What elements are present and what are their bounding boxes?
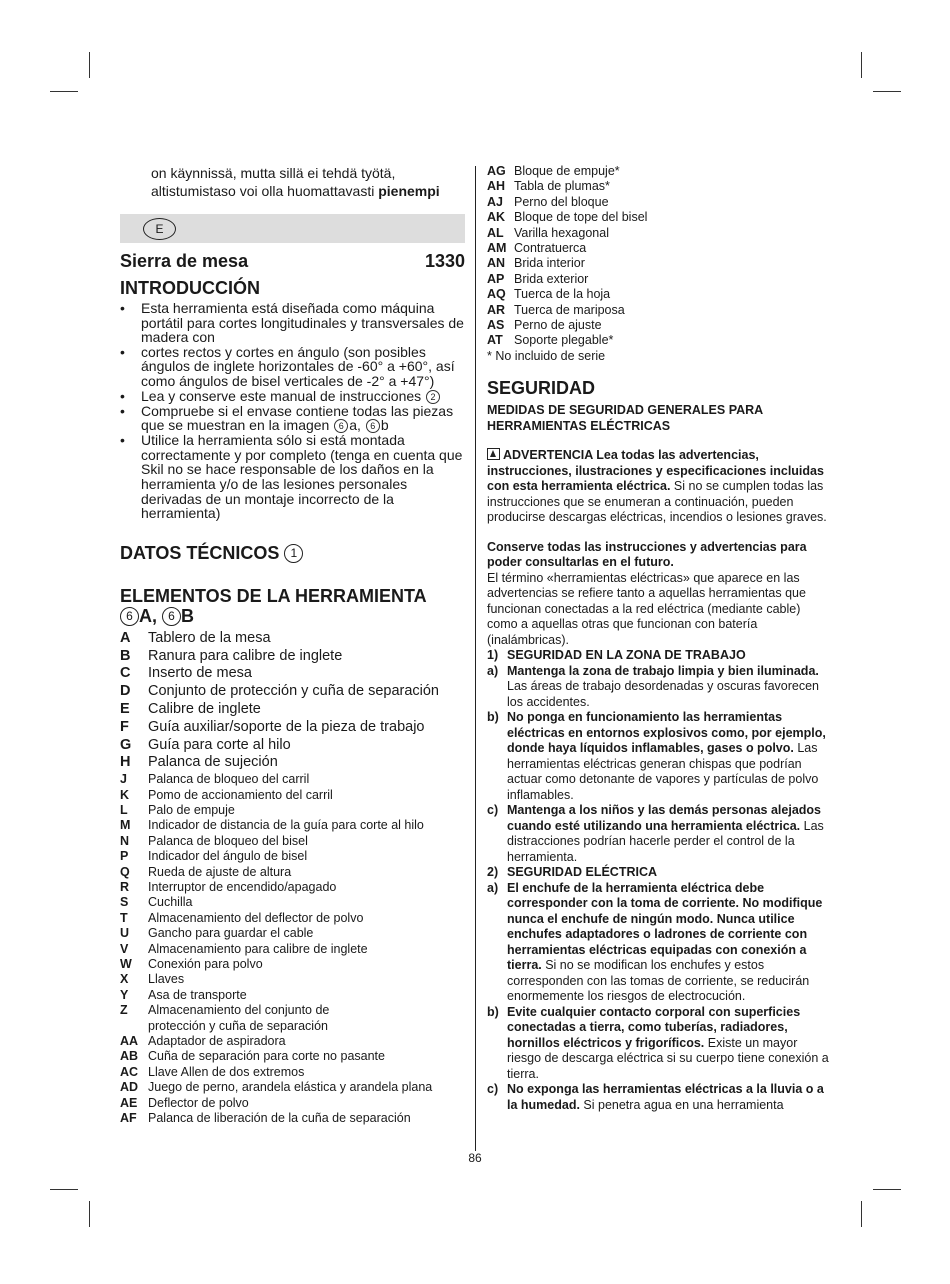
part-item: [120, 834, 465, 849]
part-item: [487, 256, 832, 271]
item-body: [507, 710, 832, 803]
warning-text: Si no se cumplen todas las instrucciones que se enumeran a continuación, pueden producirse descargas eléctricas, incendios o lesiones graves.: [487, 479, 827, 525]
part-key: AT: [487, 333, 503, 348]
item-body: [507, 664, 832, 711]
elementos-title: ELEMENTOS DE LA HERRAMIENTA: [120, 585, 427, 606]
part-item: [120, 648, 465, 666]
column-divider: [475, 166, 476, 1151]
part-item: [487, 226, 832, 241]
finnish-bold: pienempi: [378, 183, 440, 199]
part-key: P: [120, 849, 129, 864]
part-key: L: [120, 802, 128, 817]
crop-mark: [873, 91, 901, 92]
term-paragraph: El término «herramientas eléctricas» que aparece en las advertencias se refiere tanto a aquellas herramientas que funcionan conectadas a la red eléctrica (mediante cable) como a aquellas otras que funcionan con batería (inalámbricas).: [487, 570, 806, 647]
part-key: M: [120, 818, 131, 833]
part-label: Palanca de liberación de la cuña de separación: [148, 1111, 411, 1126]
item-bold: No ponga en funcionamiento las herramientas eléctricas en entornos explosivos como, por ejemplo, donde haya líquidos inflamables, gases o polvo.: [507, 710, 826, 756]
part-item: [120, 719, 465, 737]
parts-list-large: [120, 630, 465, 772]
part-key: AS: [487, 318, 505, 333]
crop-mark: [861, 1201, 862, 1227]
part-label: Perno del bloque: [514, 194, 609, 209]
figure-ref-icon: 6: [366, 419, 380, 433]
spacer: [487, 434, 832, 448]
section-number: 2): [487, 865, 499, 880]
part-key: Q: [120, 864, 130, 879]
part-key: A: [120, 629, 131, 646]
warning-icon: [487, 448, 500, 460]
safety-item: [487, 664, 832, 711]
item-marker: b): [487, 710, 499, 725]
part-item: [120, 737, 465, 755]
part-item: [120, 1003, 465, 1018]
part-key: AM: [487, 241, 507, 256]
part-label: Interruptor de encendido/apagado: [148, 879, 337, 894]
part-item: [120, 772, 465, 787]
bullet-text: Lea y conserve este manual de instrucciones: [141, 387, 422, 404]
figure-ref-letter: A,: [139, 605, 157, 626]
part-label: Guía auxiliar/soporte de la pieza de trabajo: [148, 718, 425, 735]
part-label: Palanca de bloqueo del bisel: [148, 833, 308, 848]
parts-note: * No incluido de serie: [487, 348, 606, 363]
item-text: Si penetra agua en una herramienta: [579, 1097, 784, 1112]
part-key: [120, 1019, 148, 1034]
part-label: Asa de transporte: [148, 987, 247, 1002]
figure-ref-letter: B: [181, 605, 195, 626]
part-label: Tuerca de la hoja: [514, 287, 611, 302]
figure-ref-icon: 2: [426, 390, 440, 404]
product-number: 1330: [424, 251, 465, 271]
part-key: U: [120, 926, 130, 941]
part-item: [487, 333, 832, 348]
part-label: Tuerca de mariposa: [514, 302, 625, 317]
part-item: [120, 957, 465, 972]
bullet-item: • Utilice la herramienta sólo si está montada correctamente y por completo (tenga en cuenta que Skil no se hace responsable de los daños en la herramienta y/o de las lesiones personales derivadas de un montaje incorrecto de la herramienta): [120, 433, 465, 521]
part-key: H: [120, 754, 131, 771]
warning-bold: ADVERTENCIA Lea todas las advertencias, instrucciones, ilustraciones y especificaciones incluidas con esta herramienta eléctrica.: [487, 448, 824, 494]
part-item: [487, 195, 832, 210]
part-label: Inserto de mesa: [148, 665, 252, 682]
part-key: AP: [487, 271, 505, 286]
part-label: Brida interior: [514, 256, 585, 271]
item-bold: El enchufe de la herramienta eléctrica debe corresponder con la toma de corriente. No modifique nunca el enchufe de ningún modo. Nunca utilice enchufes adaptadores o ladrones de corriente con herramientas eléctricas equipadas con conexión a tierra.: [507, 880, 823, 973]
part-label: Ranura para calibre de inglete: [148, 647, 343, 664]
part-key: AR: [487, 302, 506, 317]
part-label: Perno de ajuste: [514, 318, 602, 333]
product-name: Sierra de mesa: [120, 251, 249, 271]
finnish-text: altistumistaso voi olla huomattavasti: [151, 183, 379, 199]
section-title-elementos: [120, 586, 465, 626]
part-label: Soporte plegable*: [514, 333, 614, 348]
part-key: AF: [120, 1111, 137, 1126]
datos-title: DATOS TÉCNICOS: [120, 542, 280, 563]
part-item: [120, 818, 465, 833]
part-label: protección y cuña de separación: [148, 1018, 328, 1033]
part-item: [120, 683, 465, 701]
part-key: E: [120, 700, 130, 717]
part-key: AC: [120, 1064, 139, 1079]
part-label: Indicador del ángulo de bisel: [148, 849, 308, 864]
item-body: [507, 1082, 832, 1113]
part-key: AL: [487, 225, 504, 240]
part-key: AG: [487, 164, 506, 178]
section-heading-text: SEGURIDAD ELÉCTRICA: [507, 865, 658, 880]
part-item: [487, 164, 832, 179]
section-title-datos: [120, 543, 465, 564]
part-item: [120, 701, 465, 719]
part-key: AN: [487, 256, 506, 271]
part-key: Y: [120, 987, 129, 1002]
crop-mark: [50, 91, 78, 92]
part-key: B: [120, 647, 131, 664]
part-item: [120, 895, 465, 910]
part-label: Brida exterior: [514, 271, 589, 286]
item-text: Las distracciones podrían hacerle perder el control de la herramienta.: [507, 818, 824, 864]
part-key: N: [120, 833, 130, 848]
part-label: Conjunto de protección y cuña de separación: [148, 683, 439, 700]
part-key: AH: [487, 179, 506, 194]
part-item: [120, 754, 465, 772]
crop-mark: [873, 1189, 901, 1190]
safety-item: [487, 710, 832, 803]
figure-ref-icon: 6: [162, 607, 181, 626]
part-key: X: [120, 972, 129, 987]
part-item: [120, 911, 465, 926]
part-item: [487, 287, 832, 302]
part-label: Palanca de bloqueo del carril: [148, 772, 310, 787]
part-item: [487, 241, 832, 256]
part-key: T: [120, 910, 128, 925]
item-bold: Mantenga la zona de trabajo limpia y bien iluminada.: [507, 663, 819, 678]
part-label: Llave Allen de dos extremos: [148, 1064, 305, 1079]
page-number: 86: [468, 1151, 482, 1165]
figure-ref-icon: 6: [334, 419, 348, 433]
part-label: Bloque de tope del bisel: [514, 210, 648, 225]
part-item: [487, 210, 832, 225]
intro-bullets: [120, 301, 465, 521]
part-key: AA: [120, 1034, 139, 1048]
part-label: Palo de empuje: [148, 802, 235, 817]
crop-mark: [89, 52, 90, 78]
part-label: Indicador de distancia de la guía para corte al hilo: [148, 818, 424, 833]
part-item: [120, 865, 465, 880]
part-item: [120, 1049, 465, 1064]
bullet-item: • cortes rectos y cortes en ángulo (son posibles ángulos de inglete horizontales de -60° a +60°, así como ángulos de bisel verticales de -2° a +47°): [120, 345, 465, 389]
part-label: Almacenamiento del conjunto de: [148, 1003, 330, 1018]
part-label: Varilla hexagonal: [514, 225, 609, 240]
item-body: [507, 1005, 832, 1083]
part-item: [487, 272, 832, 287]
item-bold: No exponga las herramientas eléctricas a la lluvia o a la humedad.: [507, 1082, 824, 1112]
item-marker: b): [487, 1004, 499, 1019]
parts-list-right: [487, 164, 832, 349]
item-bold: Mantenga a los niños y las demás personas alejados cuando esté utilizando una herramienta eléctrica.: [507, 803, 822, 833]
bullet-text: Compruebe si el envase contiene todas las piezas que se muestran en la imagen: [141, 402, 454, 434]
part-key: C: [120, 665, 131, 682]
crop-mark: [89, 1201, 90, 1227]
part-label: Almacenamiento del deflector de polvo: [148, 910, 364, 925]
conserve-paragraph: [487, 540, 832, 571]
crop-mark: [861, 52, 862, 78]
part-label: Bloque de empuje*: [514, 164, 620, 178]
part-item: [120, 1034, 465, 1049]
subtitle-line: HERRAMIENTAS ELÉCTRICAS: [487, 418, 671, 433]
section-heading-text: SEGURIDAD EN LA ZONA DE TRABAJO: [507, 648, 746, 663]
part-key: J: [120, 772, 127, 787]
safety-item: [487, 1005, 832, 1083]
part-label: Rueda de ajuste de altura: [148, 864, 292, 879]
language-band: [120, 214, 465, 243]
part-item: [120, 665, 465, 683]
part-item: [120, 1111, 465, 1126]
item-marker: a): [487, 880, 499, 895]
item-body: [507, 881, 832, 1005]
section2-items: [487, 881, 832, 1114]
left-column: [120, 164, 465, 1126]
part-item: [120, 1019, 465, 1034]
part-key: K: [120, 787, 130, 802]
part-key: Z: [120, 1003, 128, 1018]
part-item: [120, 972, 465, 987]
part-key: AE: [120, 1095, 138, 1110]
part-key: G: [120, 736, 132, 753]
right-column: [487, 164, 832, 1113]
language-tag: E: [143, 218, 176, 240]
part-key: W: [120, 956, 132, 971]
part-key: AB: [120, 1049, 139, 1064]
part-item: [120, 849, 465, 864]
product-header: [120, 251, 465, 272]
section1-items: [487, 664, 832, 866]
part-item: [120, 803, 465, 818]
safety-item: [487, 1082, 832, 1113]
seguridad-subtitle: [487, 403, 832, 434]
item-marker: c): [487, 1082, 499, 1097]
section-heading: [487, 865, 832, 881]
part-item: [487, 303, 832, 318]
part-label: Calibre de inglete: [148, 700, 261, 717]
part-label: Tabla de plumas*: [514, 179, 610, 194]
figure-ref-icon: 6: [120, 607, 139, 626]
part-label: Cuchilla: [148, 895, 193, 910]
item-text: Las áreas de trabajo desordenadas y oscuras favorecen los accidentes.: [507, 679, 819, 709]
part-label: Pomo de accionamiento del carril: [148, 787, 333, 802]
part-item: [487, 318, 832, 333]
part-item: [120, 1080, 465, 1095]
part-key: D: [120, 683, 131, 700]
part-item: [120, 926, 465, 941]
part-label: Llaves: [148, 972, 185, 987]
section-title-seguridad: SEGURIDAD: [487, 378, 596, 399]
subtitle-line: MEDIDAS DE SEGURIDAD GENERALES PARA: [487, 403, 764, 418]
figure-ref-letter: b: [380, 417, 389, 434]
part-label: Palanca de sujeción: [148, 754, 278, 771]
part-key: AD: [120, 1080, 139, 1095]
item-marker: c): [487, 803, 499, 818]
part-item: [120, 630, 465, 648]
part-key: F: [120, 718, 129, 735]
part-label: Guía para corte al hilo: [148, 736, 291, 753]
part-item: [120, 942, 465, 957]
item-text: Existe un mayor riesgo de descarga eléctrica si su cuerpo tiene conexión a tierra.: [507, 1035, 829, 1081]
item-text: Las herramientas eléctricas generan chispas que podrían actuar como detonante de vapores y partículas de polvo inflamables.: [507, 741, 819, 802]
finnish-line: on käynnissä, mutta sillä ei tehdä työtä,: [151, 165, 396, 181]
part-key: AK: [487, 210, 506, 225]
item-text: Si no se modifican los enchufes y estos corresponden con las tomas de corriente, se reducirán enormemente los riesgos de electrocución.: [507, 958, 810, 1004]
part-item: [120, 988, 465, 1003]
part-key: S: [120, 895, 129, 910]
crop-mark: [50, 1189, 78, 1190]
part-item: [120, 1065, 465, 1080]
figure-ref-letter: a,: [349, 417, 365, 434]
part-label: Deflector de polvo: [148, 1095, 249, 1110]
part-key: R: [120, 879, 130, 894]
part-label: Gancho para guardar el cable: [148, 926, 314, 941]
item-body: [507, 803, 832, 865]
part-label: Tablero de la mesa: [148, 629, 271, 646]
item-bold: Evite cualquier contacto corporal con superficies conectadas a tierra, como tuberías, radiadores, hornillos eléctricos y frigoríficos.: [507, 1004, 801, 1050]
part-item: [120, 1096, 465, 1111]
part-label: Cuña de separación para corte no pasante: [148, 1049, 385, 1064]
section-title-introduccion: INTRODUCCIÓN: [120, 278, 260, 298]
part-item: [487, 179, 832, 194]
part-item: [120, 788, 465, 803]
section-number: 1): [487, 648, 499, 663]
part-label: Conexión para polvo: [148, 956, 263, 971]
figure-ref-icon: 1: [284, 544, 303, 563]
part-label: Adaptador de aspiradora: [148, 1034, 286, 1048]
item-marker: a): [487, 663, 499, 678]
spacer: [487, 526, 832, 540]
finnish-tail-text: [120, 164, 465, 200]
safety-item: [487, 881, 832, 1005]
part-item: [120, 880, 465, 895]
bullet-item: [120, 404, 465, 434]
part-key: AQ: [487, 287, 506, 302]
bullet-item: [120, 389, 465, 404]
warning-paragraph: [487, 448, 832, 526]
part-label: Juego de perno, arandela elástica y arandela plana: [148, 1080, 433, 1095]
section-heading: [487, 648, 832, 664]
part-key: V: [120, 941, 129, 956]
part-label: Contratuerca: [514, 241, 587, 256]
safety-item: [487, 803, 832, 865]
part-key: AJ: [487, 194, 503, 209]
bullet-item: • Esta herramienta está diseñada como máquina portátil para cortes longitudinales y transversales de madera con: [120, 301, 465, 345]
conserve-bold: Conserve todas las instrucciones y advertencias para poder consultarlas en el futuro.: [487, 539, 807, 570]
part-label: Almacenamiento para calibre de inglete: [148, 941, 368, 956]
elementos-refs: [120, 606, 465, 626]
parts-list-small: [120, 772, 465, 1126]
finnish-line: [151, 182, 465, 200]
